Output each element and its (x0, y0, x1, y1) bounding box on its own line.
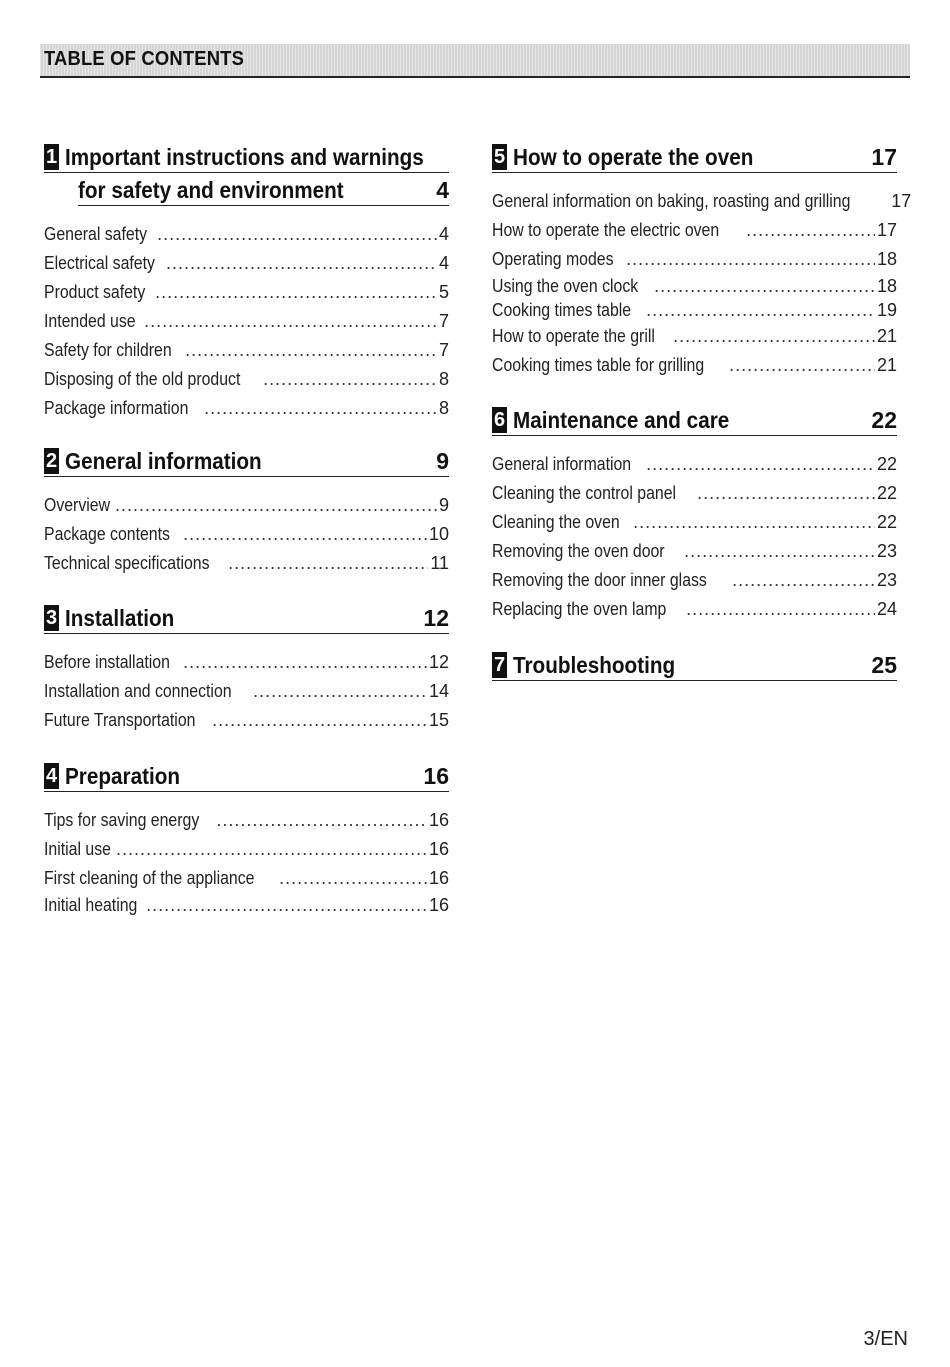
toc-entry[interactable] (44, 278, 449, 307)
section-number-badge: 6 (493, 409, 506, 431)
toc-entry[interactable] (44, 491, 449, 520)
section-heading[interactable] (44, 142, 449, 206)
toc-entry[interactable] (44, 520, 449, 549)
section-page-number: 4 (436, 177, 449, 203)
toc-section-6 (492, 405, 897, 624)
entry-label: General information on baking, roasting and grilling (492, 191, 851, 211)
section-number-badge: 4 (45, 765, 58, 787)
toc-entry[interactable] (44, 365, 449, 394)
entry-page: 18 (876, 276, 897, 296)
entry-page: 8 (438, 398, 449, 418)
entry-page: 14 (428, 681, 449, 701)
dot-leader (673, 322, 875, 351)
entry-page: 16 (428, 868, 449, 888)
section-number-badge: 7 (493, 654, 506, 676)
dot-leader (183, 648, 427, 677)
section-heading[interactable] (44, 603, 449, 634)
dot-leader (633, 508, 875, 537)
entry-label: Operating modes (492, 249, 614, 269)
toc-entry[interactable] (44, 893, 449, 917)
toc-entry[interactable] (492, 450, 897, 479)
toc-entry[interactable] (492, 566, 897, 595)
toc-entry[interactable] (492, 351, 897, 380)
entry-label: Package information (44, 398, 189, 418)
section-title: Troubleshooting (513, 652, 676, 678)
toc-entry[interactable] (44, 806, 449, 835)
entry-page: 8 (438, 369, 449, 389)
toc-header-band (40, 44, 910, 78)
dot-leader (684, 537, 875, 566)
toc-entry[interactable] (44, 864, 449, 893)
toc-entry[interactable] (44, 549, 449, 578)
entry-page: 15 (428, 710, 449, 730)
toc-entry[interactable] (492, 298, 897, 322)
section-page-number: 12 (423, 605, 449, 631)
entry-label: First cleaning of the appliance (44, 868, 255, 888)
entry-label: Before installation (44, 652, 170, 672)
dot-leader (646, 298, 875, 322)
section-page-number: 9 (436, 448, 449, 474)
entry-label: Electrical safety (44, 253, 155, 273)
section-heading[interactable] (492, 650, 897, 681)
entry-label: Technical specifications (44, 553, 210, 573)
entry-label: Removing the door inner glass (492, 570, 707, 590)
entry-page: 12 (428, 652, 449, 672)
toc-entry[interactable] (492, 537, 897, 566)
entry-page: 22 (876, 454, 897, 474)
entry-label: Initial use (44, 839, 111, 859)
entry-page: 18 (876, 249, 897, 269)
section-number-badge: 3 (45, 607, 58, 629)
toc-entry[interactable] (44, 706, 449, 735)
dot-leader (253, 677, 427, 706)
section-entries (44, 491, 449, 578)
entry-label: Using the oven clock (492, 276, 639, 296)
entry-label: Intended use (44, 311, 136, 331)
entry-label: Replacing the oven lamp (492, 599, 667, 619)
dot-leader (204, 394, 437, 423)
dot-leader (155, 278, 437, 307)
section-title: How to operate the oven (513, 144, 754, 170)
toc-entry[interactable] (492, 479, 897, 508)
toc-section-5 (492, 142, 912, 380)
entry-page: 11 (430, 553, 449, 573)
dot-leader (185, 336, 437, 365)
section-page-number: 17 (871, 144, 897, 170)
entry-page: 23 (876, 541, 897, 561)
dot-leader (183, 520, 427, 549)
toc-entry[interactable] (492, 274, 897, 298)
dot-leader (228, 549, 428, 578)
toc-entry[interactable] (492, 216, 897, 245)
dot-leader (212, 706, 427, 735)
entry-label: Cleaning the control panel (492, 483, 677, 503)
dot-leader (686, 595, 875, 624)
toc-entry[interactable] (492, 322, 897, 351)
entry-label: Tips for saving energy (44, 810, 200, 830)
entry-label: Future Transportation (44, 710, 196, 730)
entry-page: 17 (876, 220, 897, 240)
toc-entry[interactable] (44, 307, 449, 336)
entry-label: Disposing of the old product (44, 369, 241, 389)
section-title: Maintenance and care (513, 407, 730, 433)
toc-entry[interactable] (44, 677, 449, 706)
entry-label: Package contents (44, 524, 170, 544)
section-heading[interactable] (492, 405, 897, 436)
entry-page: 22 (876, 512, 897, 532)
toc-entry[interactable] (492, 595, 897, 624)
dot-leader (732, 566, 875, 595)
section-page-number: 22 (871, 407, 897, 433)
entry-page: 4 (438, 253, 449, 273)
dot-leader (146, 893, 427, 917)
entry-label: Product safety (44, 282, 146, 302)
entry-label: Safety for children (44, 340, 172, 360)
dot-leader (157, 220, 437, 249)
toc-entry[interactable] (44, 648, 449, 677)
toc-entry[interactable] (44, 336, 449, 365)
section-title: Installation (65, 605, 175, 631)
toc-section-2 (44, 446, 449, 578)
dot-leader (746, 216, 875, 245)
section-page-number: 16 (423, 763, 449, 789)
section-heading[interactable] (492, 142, 897, 173)
toc-entry[interactable] (492, 245, 897, 274)
toc-section-7 (492, 650, 897, 681)
section-heading[interactable] (44, 761, 449, 792)
entry-page: 7 (438, 311, 449, 331)
dot-leader (166, 249, 437, 278)
entry-label: How to operate the grill (492, 326, 655, 346)
dot-leader (144, 307, 437, 336)
entry-label: Overview (44, 495, 111, 515)
section-entries (44, 806, 449, 917)
entry-page: 10 (428, 524, 449, 544)
toc-section-1 (44, 142, 449, 423)
dot-leader (116, 835, 427, 864)
dot-leader (279, 864, 427, 893)
section-title: Preparation (65, 763, 181, 789)
entry-page: 17 (891, 191, 912, 211)
page-title: TABLE OF CONTENTS (44, 48, 245, 70)
toc-entry[interactable] (44, 835, 449, 864)
section-title: Important instructions and warnings (65, 144, 424, 170)
dot-leader (654, 274, 875, 298)
dot-leader (216, 806, 427, 835)
entry-page: 9 (438, 495, 449, 515)
entry-label: General safety (44, 224, 148, 244)
toc-section-3 (44, 603, 449, 735)
section-heading[interactable] (44, 446, 449, 477)
section-page-number: 25 (871, 652, 897, 678)
toc-entry[interactable] (44, 249, 449, 278)
entry-page: 23 (876, 570, 897, 590)
entry-label: Cleaning the oven (492, 512, 620, 532)
dot-leader (115, 491, 437, 520)
page-number-footer: 3/EN (863, 1328, 908, 1350)
dot-leader (729, 351, 875, 380)
entry-page: 22 (876, 483, 897, 503)
entry-label: General information (492, 454, 632, 474)
section-title-continued: for safety and environment (78, 177, 344, 203)
section-number-badge: 2 (45, 450, 58, 472)
toc-entry[interactable] (492, 508, 897, 537)
dot-leader (263, 365, 437, 394)
section-entries (44, 220, 449, 423)
entry-label: Cooking times table (492, 300, 632, 320)
toc-entry[interactable] (44, 394, 449, 423)
entry-page: 5 (438, 282, 449, 302)
entry-page: 4 (438, 224, 449, 244)
entry-page: 16 (428, 810, 449, 830)
entry-page: 21 (876, 326, 897, 346)
entry-page: 24 (876, 599, 897, 619)
entry-label: Cooking times table for grilling (492, 355, 705, 375)
entry-label: Removing the oven door (492, 541, 665, 561)
section-number-badge: 1 (45, 146, 58, 168)
section-title: General information (65, 448, 262, 474)
entry-label: How to operate the electric oven (492, 220, 720, 240)
entry-label: Installation and connection (44, 681, 232, 701)
entry-page: 16 (428, 895, 449, 915)
section-entries (44, 648, 449, 735)
toc-entry[interactable] (44, 220, 449, 249)
toc-entry[interactable] (492, 187, 912, 216)
dot-leader (626, 245, 875, 274)
entry-page: 19 (876, 300, 897, 320)
entry-label: Initial heating (44, 895, 138, 915)
section-entries (492, 187, 912, 380)
entry-page: 16 (428, 839, 449, 859)
toc-section-4 (44, 761, 449, 917)
section-number-badge: 5 (493, 146, 506, 168)
dot-leader (697, 479, 875, 508)
dot-leader (646, 450, 875, 479)
section-entries (492, 450, 897, 624)
entry-page: 21 (876, 355, 897, 375)
entry-page: 7 (438, 340, 449, 360)
